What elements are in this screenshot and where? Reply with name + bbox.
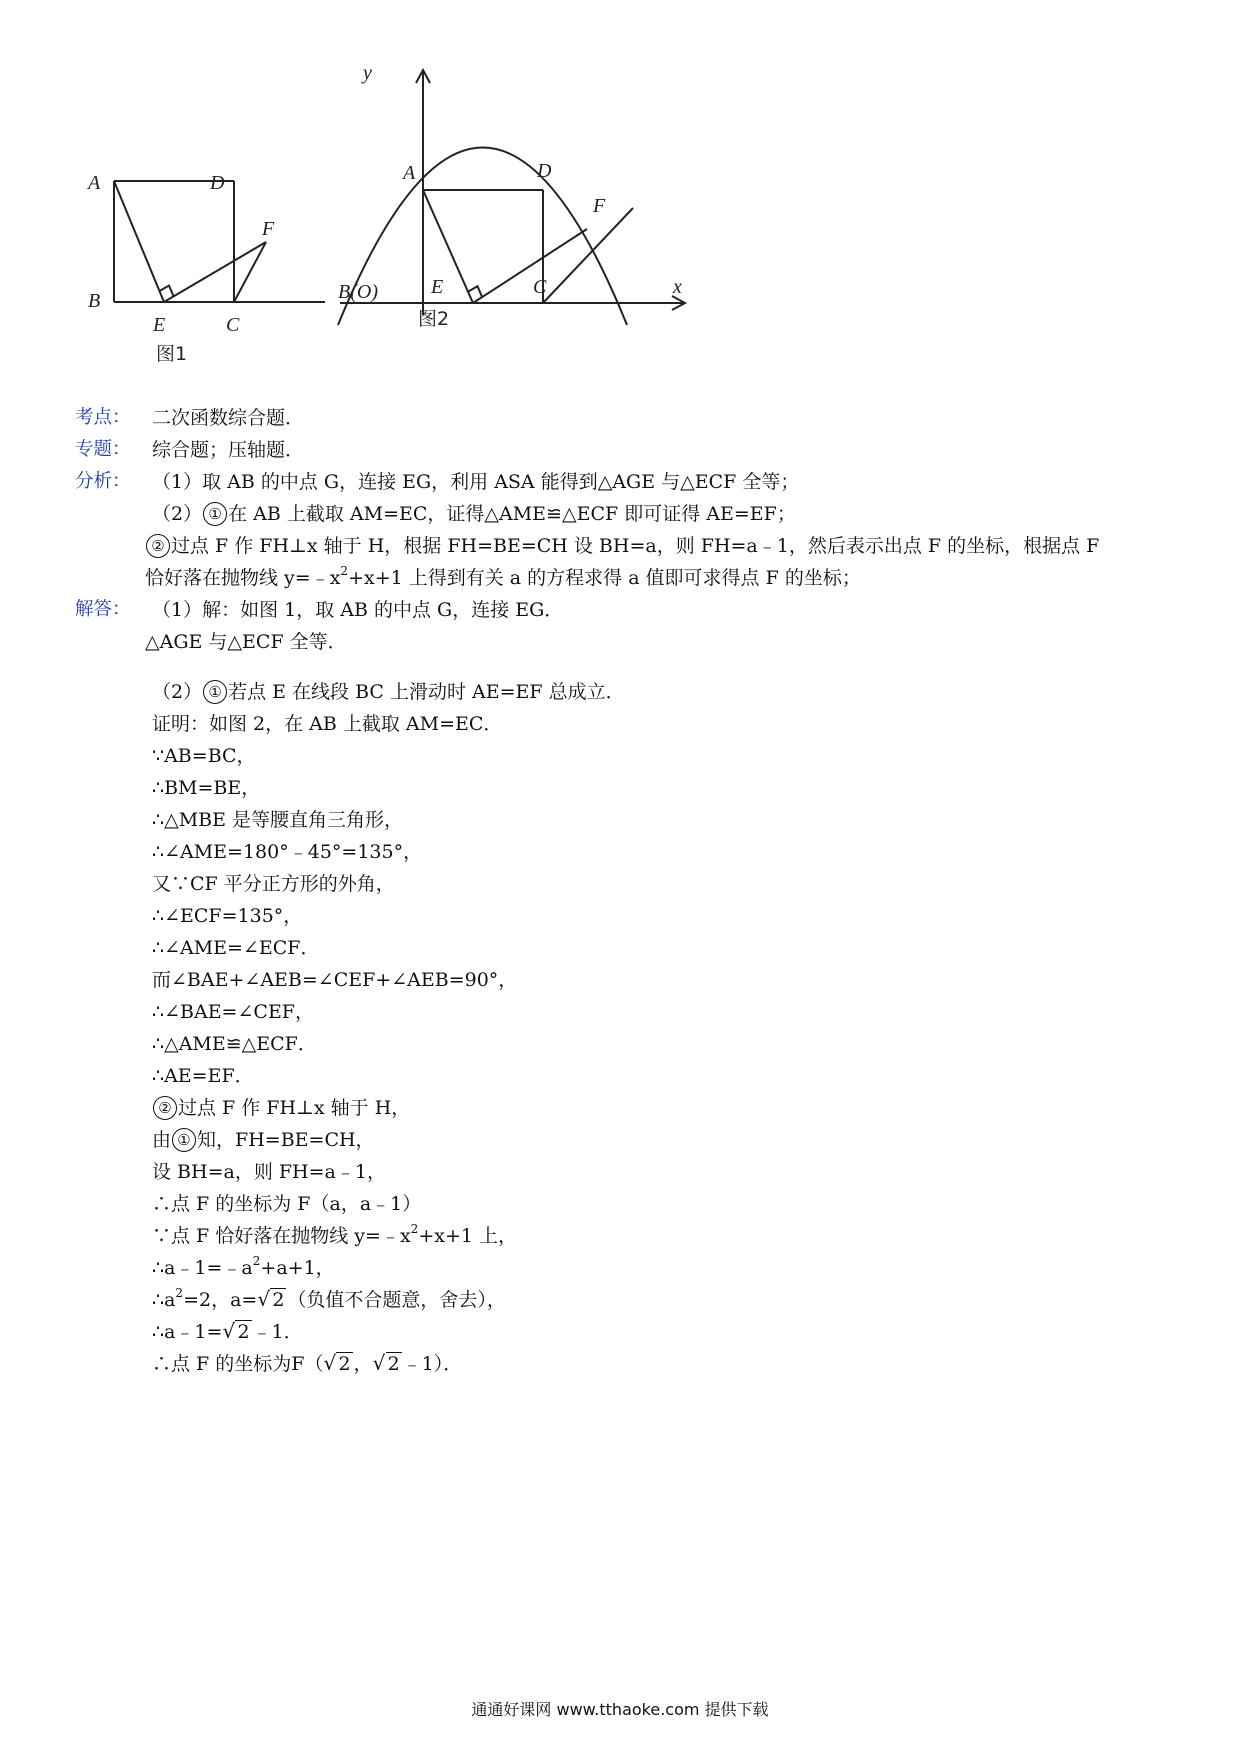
label-a: A bbox=[88, 172, 101, 194]
segment-ae bbox=[114, 181, 164, 302]
jieda-line-1: （1）解：如图 1，取 AB 的中点 G，连接 EG． bbox=[152, 599, 564, 621]
proof-line-17: ∴点 F 的坐标为 F（a，a﹣1） bbox=[152, 1193, 422, 1215]
jieda-label: 解答： bbox=[75, 599, 131, 620]
fenxi-line-3: ② 过点 F 作 FH⊥x 轴于 H，根据 FH=BE=CH 设 BH=a，则 FH=a﹣1，然后表示出点 F 的坐标，根据点 F bbox=[145, 530, 1180, 562]
fenxi-line-4: 恰好落在抛物线 $y=﹣x^2+x+1$ 上得到有关 a 的方程求得 a 值即可求得点 F 的坐标； bbox=[145, 564, 861, 589]
fenxi-row bbox=[75, 466, 1180, 594]
kaodian-label: 考点： bbox=[75, 407, 131, 428]
label-d: D bbox=[210, 172, 225, 194]
line-cf bbox=[543, 208, 633, 303]
label-e: E bbox=[431, 276, 444, 298]
label-a: A bbox=[403, 162, 416, 184]
segment-ef bbox=[473, 229, 587, 303]
kaodian-text: 二次函数综合题． bbox=[152, 407, 305, 429]
zhuanti-label: 专题： bbox=[75, 439, 131, 460]
proof-line-4: ∴BM=BE， bbox=[152, 777, 261, 799]
proof-line-3: ∵AB=BC， bbox=[152, 745, 256, 767]
fenxi-line-2: （2） ① 在 AB 上截取 AM=EC，证得△AME≌△ECF 即可证得 AE=EF； bbox=[152, 503, 796, 525]
figure-2-caption: 图2 bbox=[418, 308, 450, 330]
proof-line-22: ∴点 F 的坐标为F（√ 2 ，√ 2 ﹣1）． bbox=[152, 1348, 625, 1380]
proof-line-1: （2） ① 若点 E 在线段 BC 上滑动时 AE=EF 总成立． bbox=[152, 681, 625, 703]
jieda-line-2: △AGE 与△ECF 全等． bbox=[145, 631, 347, 653]
label-f: F bbox=[262, 218, 275, 240]
zhuanti-row bbox=[75, 434, 1180, 466]
proof-line-6: ∴∠AME=180°﹣45°=135°， bbox=[152, 841, 423, 863]
sqrt-symbol: √ 2 bbox=[323, 1348, 352, 1380]
parabola bbox=[338, 148, 627, 326]
proof-line-16: 设 BH=a，则 FH=a﹣1， bbox=[152, 1161, 386, 1183]
fenxi-line-1: （1）取 AB 的中点 G，连接 EG，利用 ASA 能得到△AGE 与△ECF 全等； bbox=[152, 471, 800, 493]
proof-line-8: ∴∠ECF=135°， bbox=[152, 905, 303, 927]
proof-line-21: ∴a﹣1=√ 2 ﹣1． bbox=[152, 1316, 625, 1348]
circled-2-icon: ② bbox=[146, 534, 170, 558]
sqrt-symbol: √ 2 bbox=[373, 1348, 402, 1380]
circled-2-icon: ② bbox=[153, 1096, 177, 1120]
label-e: E bbox=[153, 314, 166, 336]
proof-line-13: ∴AE=EF． bbox=[152, 1065, 254, 1087]
proof-line-5: ∴△MBE 是等腰直角三角形， bbox=[152, 809, 404, 831]
label-b: B bbox=[88, 290, 101, 312]
figure-1-diagram bbox=[80, 150, 330, 365]
kaodian-row bbox=[75, 402, 1180, 434]
label-c: C bbox=[533, 276, 547, 298]
proof-line-14: ② 过点 F 作 FH⊥x 轴于 H， bbox=[152, 1092, 625, 1124]
zhuanti-text: 综合题；压轴题． bbox=[152, 439, 305, 461]
figure-2 bbox=[325, 65, 695, 375]
proof-line-18: ∵点 F 恰好落在抛物线 $y=﹣x^2+x+1$ 上， bbox=[152, 1222, 517, 1247]
label-f: F bbox=[593, 195, 606, 217]
analysis-section bbox=[75, 402, 1180, 658]
proof-line-9: ∴∠AME=∠ECF． bbox=[152, 937, 320, 959]
proof-line-11: ∴∠BAE=∠CEF， bbox=[152, 1001, 314, 1023]
sqrt-symbol: √ 2 bbox=[222, 1316, 251, 1348]
proof-line-20: $\therefore a^2=2$，a=√ 2 （负值不合题意，舍去）， bbox=[152, 1284, 625, 1316]
label-c: C bbox=[226, 314, 240, 336]
proof-line-15: 由 ① 知，FH=BE=CH， bbox=[152, 1129, 375, 1151]
figure-1 bbox=[80, 150, 330, 365]
circled-1-icon: ① bbox=[172, 1128, 196, 1152]
proof-line-10: 而∠BAE+∠AEB=∠CEF+∠AEB=90°， bbox=[152, 969, 518, 991]
label-d: D bbox=[537, 160, 552, 182]
figure-1-caption: 图1 bbox=[156, 343, 188, 365]
sqrt-symbol: √ 2 bbox=[257, 1284, 286, 1316]
proof-line-7: 又∵CF 平分正方形的外角， bbox=[152, 873, 395, 895]
proof-line-12: ∴△AME≌△ECF． bbox=[152, 1033, 317, 1055]
proof-line-2: 证明：如图 2，在 AB 上截取 AM=EC． bbox=[152, 713, 503, 735]
proof-line-19: $\therefore a﹣1=﹣a^2+a+1$， bbox=[152, 1254, 335, 1279]
label-x: x bbox=[673, 276, 682, 298]
jieda-row bbox=[75, 594, 1180, 658]
fenxi-label: 分析： bbox=[75, 471, 131, 492]
proof-body bbox=[152, 676, 625, 1380]
circled-1-icon: ① bbox=[203, 502, 227, 526]
footer-source: 通通好课网 www.tthaoke.com 提供下载 bbox=[471, 1700, 769, 1719]
label-b-o: B(O) bbox=[338, 281, 378, 303]
circled-1-icon: ① bbox=[203, 680, 227, 704]
label-y: y bbox=[363, 65, 372, 84]
figure-2-diagram bbox=[325, 65, 695, 375]
